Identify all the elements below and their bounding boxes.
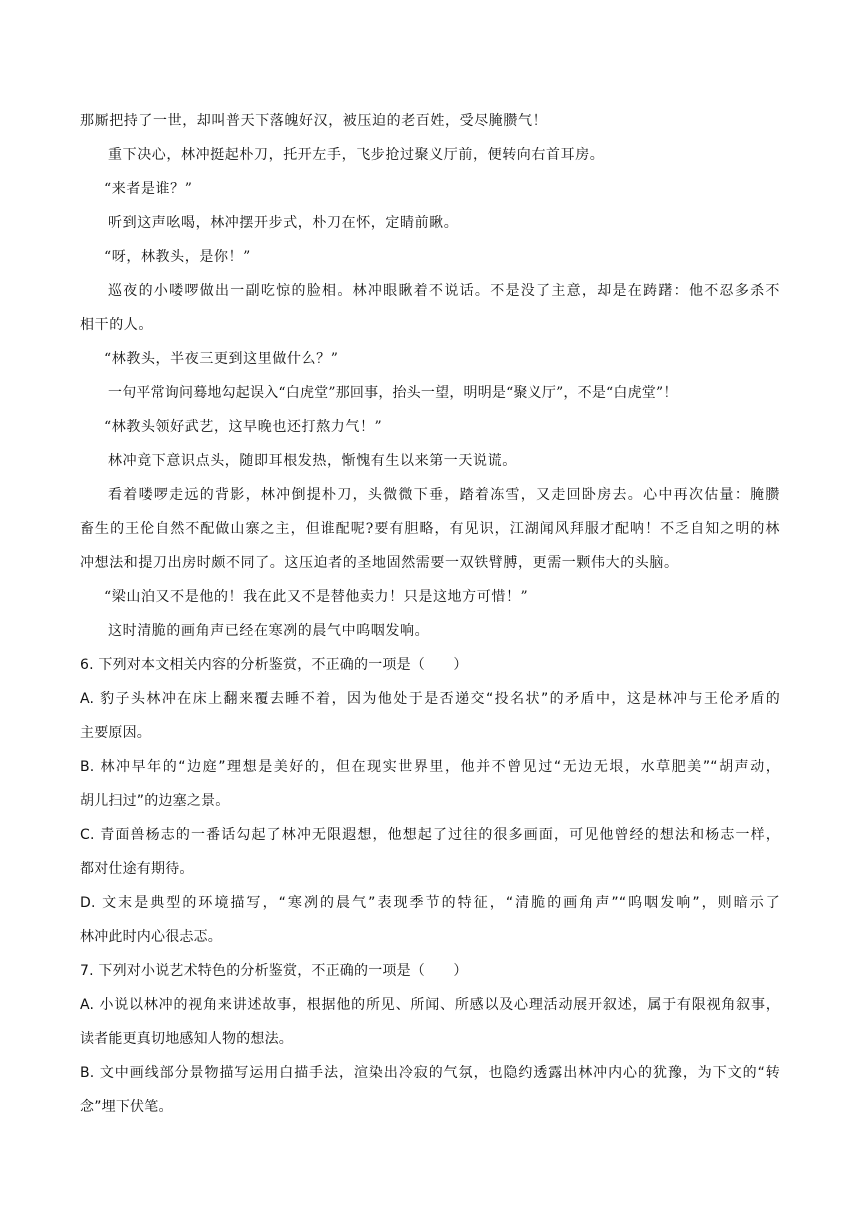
story-line: “林教头领好武艺，这早晚也还打熬力气！” (104, 419, 383, 435)
story-line: 这时清脆的画角声已经在寒冽的晨气中呜咽发响。 (108, 623, 430, 639)
option-line: 读者能更真切地感知人物的想法。 (80, 1031, 293, 1047)
option-line: A. 小说以林冲的视角来讲述故事，根据他的所见、所闻、所感以及心理活动展开叙述，属于有限视角叙事， (80, 997, 780, 1013)
option-line: A. 豹子头林冲在床上翻来覆去睡不着，因为他处于是否递交“投名状”的矛盾中，这是林冲与王伦矛盾的 (80, 691, 780, 707)
question-stem: 6. 下列对本文相关内容的分析鉴赏，不正确的一项是（ ） (80, 657, 468, 673)
story-line: “来者是谁？” (104, 181, 193, 197)
option-line: 念”埋下伏笔。 (80, 1099, 173, 1115)
option-line: 胡儿扫过”的边塞之景。 (80, 793, 230, 809)
story-line: “呀，林教头，是你！” (104, 249, 251, 265)
story-line: 林冲竟下意识点头，随即耳根发热，惭愧有生以来第一天说谎。 (108, 453, 517, 469)
option-line: 主要原因。 (80, 725, 151, 741)
story-line: 相干的人。 (80, 317, 153, 333)
story-line: “梁山泊又不是他的！我在此又不是替他卖力！只是这地方可惜！” (104, 589, 529, 605)
story-line: 一句平常询问蓦地勾起误入“白虎堂”那回事，抬头一望，明明是“聚义厅”，不是“白虎堂”！ (108, 385, 678, 401)
option-line: B. 文中画线部分景物描写运用白描手法，渲染出冷寂的气氛，也隐约透露出林冲内心的犹豫，为下文的“转 (80, 1065, 780, 1081)
option-line: D. 文末是典型的环境描写，“寒冽的晨气”表现季节的特征，“清脆的画角声”“呜咽发响”，则暗示了 (80, 895, 780, 911)
story-line: 听到这声吆喝，林冲摆开步式，朴刀在怀，定睛前瞅。 (108, 215, 459, 231)
option-line: 都对仕途有期待。 (80, 861, 194, 877)
story-line: 那厮把持了一世，却叫普天下落魄好汉，被压迫的老百姓，受尽腌臜气！ (80, 113, 548, 129)
option-line: C. 青面兽杨志的一番话勾起了林冲无限遐想，他想起了过往的很多画面，可见他曾经的想法和杨志一样， (80, 827, 780, 843)
story-line: “林教头，半夜三更到这里做什么？” (104, 351, 339, 367)
story-line: 重下决心，林冲挺起朴刀，托开左手，飞步抢过聚义厅前，便转向右首耳房。 (108, 147, 605, 163)
story-line: 畜生的王伦自然不配做山寨之主，但谁配呢?要有胆略，有见识，江湖闻风拜服才配呐！不乏自知之明的林 (80, 521, 780, 537)
story-line: 看着喽啰走远的背影，林冲倒提朴刀，头微微下垂，踏着冻雪，又走回卧房去。心中再次估量：腌臜 (108, 487, 780, 503)
story-line: 巡夜的小喽啰做出一副吃惊的脸相。林冲眼瞅着不说话。不是没了主意，却是在踌躇：他不忍多杀不 (108, 283, 780, 299)
story-line: 冲想法和提刀出房时颇不同了。这压迫者的圣地固然需要一双铁臂膊，更需一颗伟大的头脑。 (80, 555, 679, 571)
question-stem: 7. 下列对小说艺术特色的分析鉴赏，不正确的一项是（ ） (80, 963, 468, 979)
option-line: B. 林冲早年的“边庭”理想是美好的，但在现实世界里，他并不曾见过“无边无垠，水草肥美”“胡声动， (80, 759, 780, 775)
option-line: 林冲此时内心很忐忑。 (80, 929, 222, 945)
